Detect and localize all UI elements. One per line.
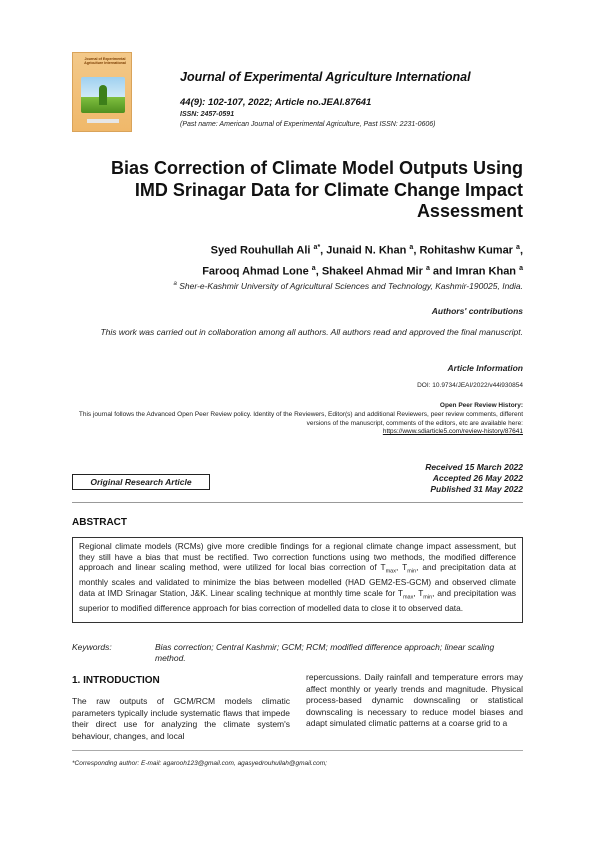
paper-title: Bias Correction of Climate Model Outputs Using IMD Srinagar Data for Climate Change Impact Assessment	[110, 158, 523, 221]
author: Shakeel Ahmad Mir	[321, 265, 426, 278]
subscript: max	[385, 568, 396, 575]
peer-review-description: This journal follows the Advanced Open Peer Review policy. Identity of the Reviewers, Editor(s) and additional Reviewers, peer review comments, different versions of the manuscript, comments of the editors, etc are available here:	[78, 411, 523, 427]
date-published: Published 31 May 2022	[430, 484, 523, 494]
author-affil-mark: a	[519, 264, 523, 272]
abstract-text: , and precipitation was superior to modified difference approach for bias correction of modelled data to close it to observed data.	[79, 588, 516, 614]
subscript: max	[402, 594, 414, 601]
peer-review-heading: Open Peer Review History:	[439, 402, 523, 409]
affiliation	[63, 281, 523, 291]
article-dates	[425, 462, 523, 495]
affiliation-mark: a	[173, 281, 177, 288]
author-separator: ,	[320, 244, 327, 257]
abstract-text: Regional climate models (RCMs) give more credible findings for a regional climate change impact assessment, but they still have a bias that must be rectified. Two correction functions using two methods, the modified difference approach and linear scaling method, were utilized for local bias correction of T	[79, 541, 516, 573]
abstract-text: , T	[395, 562, 408, 573]
contributions-heading: Authors' contributions	[431, 306, 523, 316]
cover-plant	[99, 85, 107, 105]
past-name: (Past name: American Journal of Experimental Agriculture, Past ISSN: 2231-0606)	[180, 121, 436, 128]
author-affil-mark: a*	[313, 244, 321, 251]
author-affil-mark: a	[311, 264, 316, 272]
section-divider	[72, 502, 523, 503]
abstract-text: , and precipitation data at monthly scales and validated to minimize the bias between modelled (HAD GEM2-ES-GCM) and observed climate data at IMD Srinagar Station, J&K. Linear scaling technique at monthly time scale for T	[79, 562, 517, 599]
peer-review-text	[63, 411, 523, 437]
author-list	[83, 239, 523, 280]
corresponding-author-footnote: *Corresponding author: E-mail: agarooh123@gmail.com, agasyedrouhullah@gmail.com;	[72, 760, 327, 767]
author-separator: ,	[413, 244, 420, 257]
author-line-1	[83, 239, 523, 260]
cover-footer-band	[87, 119, 119, 123]
journal-name: Journal of Experimental Agriculture International	[180, 70, 471, 84]
intro-right-column: repercussions. Daily rainfall and temperature errors may affect monthly or yearly trends and magnitude. Physical process-based dynamic downscaling or statistical downscaling is necessary to reduce model biases and adapt simulated climatic patterns at a coarse grid to a	[306, 672, 523, 728]
author-affil-mark: a	[409, 244, 414, 251]
contributions-text: This work was carried out in collaboration among all authors. All authors read and approved the final manuscript.	[100, 327, 523, 337]
issn: ISSN: 2457-0591	[180, 111, 235, 118]
date-received: Received 15 March 2022	[425, 462, 523, 472]
author-separator: and	[429, 265, 456, 278]
abstract-box	[72, 537, 523, 623]
abstract-text: , T	[413, 588, 424, 599]
volume-info: 44(9): 102-107, 2022; Article no.JEAI.87641	[180, 97, 372, 108]
author: Rohitashw Kumar	[419, 244, 517, 257]
peer-review-link[interactable]: https://www.sdiarticle5.com/review-history/87641	[382, 428, 523, 436]
author-affil-mark: a	[516, 244, 520, 251]
introduction-heading: 1. INTRODUCTION	[72, 675, 160, 686]
author: Farooq Ahmad Lone	[202, 265, 312, 278]
subscript: min	[423, 594, 433, 601]
keywords-label: Keywords:	[72, 642, 112, 652]
affiliation-text: Sher-e-Kashmir University of Agricultural Sciences and Technology, Kashmir-190025, India.	[176, 281, 523, 291]
article-info-heading: Article Information	[447, 363, 523, 373]
author-affil-mark: a	[425, 264, 430, 272]
author-separator: ,	[519, 244, 523, 257]
subscript: min	[407, 568, 417, 575]
author-separator: ,	[315, 265, 322, 278]
intro-left-column: The raw outputs of GCM/RCM models climatic parameters typically include systematic flaws that impede their direct use for analyzing the climate system's behaviour, changes, and local	[72, 696, 290, 741]
cover-title: Journal of Experimental Agriculture International	[84, 57, 126, 65]
article-type-badge: Original Research Article	[72, 474, 210, 490]
author-line-2	[83, 260, 523, 281]
author: Syed Rouhullah Ali	[210, 244, 314, 257]
date-accepted: Accepted 26 May 2022	[432, 473, 523, 483]
doi[interactable]: DOI: 10.9734/JEAI/2022/v44i930854	[417, 382, 523, 389]
author: Imran Khan	[455, 265, 520, 278]
abstract-heading: ABSTRACT	[72, 517, 127, 528]
journal-cover-image	[72, 52, 132, 132]
footnote-divider	[72, 750, 523, 751]
author: Junaid N. Khan	[326, 244, 410, 257]
keywords-text: Bias correction; Central Kashmir; GCM; RCM; modified difference approach; linear scaling method.	[155, 642, 495, 663]
